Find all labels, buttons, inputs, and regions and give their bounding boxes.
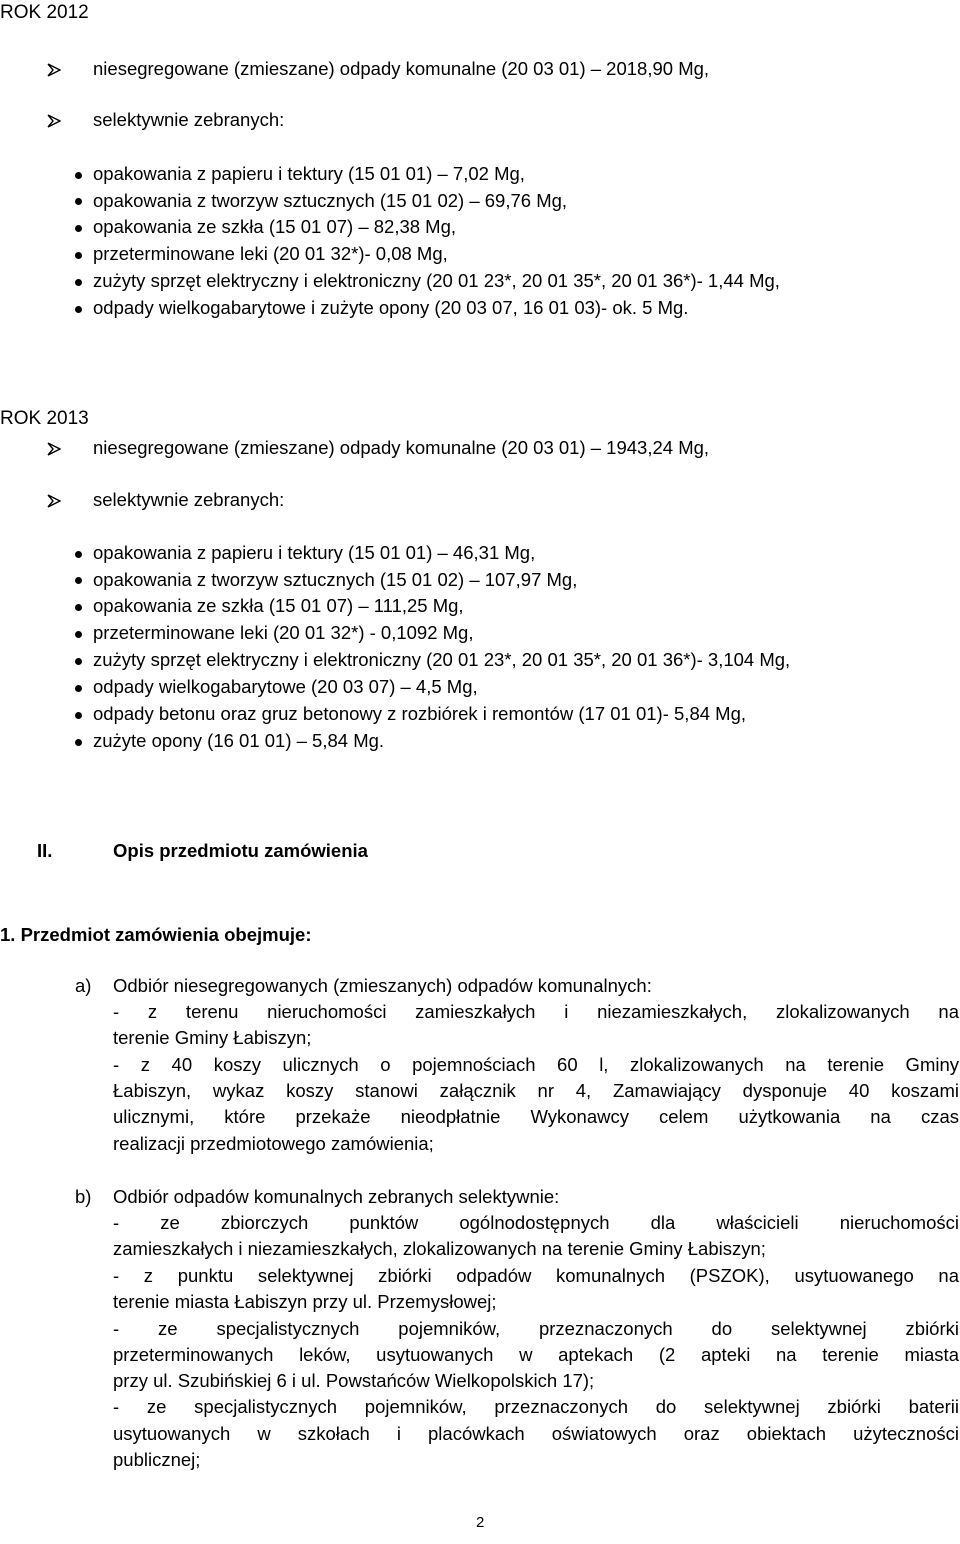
bullet-dot-icon xyxy=(75,604,82,611)
list-item: przeterminowane leki (20 01 32*) - 0,1092 Mg, xyxy=(93,622,474,643)
paragraph-line: realizacji przedmiotowego zamówienia; xyxy=(113,1133,434,1154)
bullet-dot-icon xyxy=(75,685,82,692)
list-item: zużyty sprzęt elektryczny i elektroniczny (20 01 23*, 20 01 35*, 20 01 36*)- 3,104 Mg, xyxy=(93,649,791,670)
arrow-bullet-icon xyxy=(47,494,61,508)
list-item: odpady wielkogabarytowe (20 03 07) – 4,5 Mg, xyxy=(93,676,478,697)
paragraph-line: zamieszkałych i niezamieszkałych, zlokalizowanych na terenie Gminy Łabiszyn; xyxy=(113,1238,766,1259)
list-item: selektywnie zebranych: xyxy=(93,489,285,510)
section-title: Opis przedmiotu zamówienia xyxy=(113,840,368,861)
bullet-dot-icon xyxy=(75,225,82,232)
paragraph-line: - ze specjalistycznych pojemników, przeznaczonych do selektywnej zbiórki xyxy=(113,1318,959,1339)
page-number: 2 xyxy=(476,1514,485,1531)
arrow-bullet-icon xyxy=(47,63,61,77)
bullet-dot-icon xyxy=(75,172,82,179)
paragraph-line: - z 40 koszy ulicznych o pojemnościach 60 l, zlokalizowanych na terenie Gminy xyxy=(113,1054,959,1075)
point-a-marker: a) xyxy=(75,975,92,996)
list-item: odpady betonu oraz gruz betonowy z rozbiórek i remontów (17 01 01)- 5,84 Mg, xyxy=(93,703,747,724)
list-item: opakowania z papieru i tektury (15 01 01) – 7,02 Mg, xyxy=(93,163,525,184)
bullet-dot-icon xyxy=(75,279,82,286)
subsection-heading: 1. Przedmiot zamówienia obejmuje: xyxy=(0,924,312,945)
list-item: opakowania z tworzyw sztucznych (15 01 02) – 69,76 Mg, xyxy=(93,190,568,211)
paragraph-line: przy ul. Szubińskiej 6 i ul. Powstańców Wielkopolskich 17); xyxy=(113,1370,595,1391)
arrow-bullet-icon xyxy=(47,114,61,128)
bullet-dot-icon xyxy=(75,252,82,259)
point-b-marker: b) xyxy=(75,1186,92,1207)
list-item: zużyte opony (16 01 01) – 5,84 Mg. xyxy=(93,730,385,751)
bullet-dot-icon xyxy=(75,658,82,665)
paragraph-line: terenie miasta Łabiszyn przy ul. Przemysłowej; xyxy=(113,1291,497,1312)
list-item: przeterminowane leki (20 01 32*)- 0,08 Mg, xyxy=(93,243,448,264)
paragraph-line: przeterminowanych leków, usytuowanych w aptekach (2 apteki na terenie miasta xyxy=(113,1344,959,1365)
bullet-dot-icon xyxy=(75,631,82,638)
list-item: zużyty sprzęt elektryczny i elektroniczny (20 01 23*, 20 01 35*, 20 01 36*)- 1,44 Mg, xyxy=(93,270,780,291)
paragraph-line: - z punktu selektywnej zbiórki odpadów komunalnych (PSZOK), usytuowanego na xyxy=(113,1265,959,1286)
bullet-dot-icon xyxy=(75,551,82,558)
bullet-dot-icon xyxy=(75,306,82,313)
list-item: opakowania ze szkła (15 01 07) – 111,25 Mg, xyxy=(93,595,464,616)
list-item: selektywnie zebranych: xyxy=(93,109,285,130)
bullet-dot-icon xyxy=(75,739,82,746)
list-item: opakowania z papieru i tektury (15 01 01) – 46,31 Mg, xyxy=(93,542,536,563)
paragraph-line: - ze zbiorczych punktów ogólnodostępnych dla właścicieli nieruchomości xyxy=(113,1212,959,1233)
bullet-dot-icon xyxy=(75,198,82,205)
list-item: opakowania z tworzyw sztucznych (15 01 02) – 107,97 Mg, xyxy=(93,569,578,590)
point-b-title: Odbiór odpadów komunalnych zebranych selektywnie: xyxy=(113,1186,560,1207)
bullet-dot-icon xyxy=(75,712,82,719)
list-item: niesegregowane (zmieszane) odpady komunalne (20 03 01) – 1943,24 Mg, xyxy=(93,437,710,458)
paragraph-line: usytuowanych w szkołach i placówkach oświatowych oraz obiektach użyteczności xyxy=(113,1423,959,1444)
section-number: II. xyxy=(37,840,53,861)
paragraph-line: - z terenu nieruchomości zamieszkałych i niezamieszkałych, zlokalizowanych na xyxy=(113,1001,959,1022)
point-a-title: Odbiór niesegregowanych (zmieszanych) odpadów komunalnych: xyxy=(113,975,652,996)
list-item: niesegregowane (zmieszane) odpady komunalne (20 03 01) – 2018,90 Mg, xyxy=(93,58,710,79)
paragraph-line: publicznej; xyxy=(113,1449,201,1470)
paragraph-line: terenie Gminy Łabiszyn; xyxy=(113,1027,312,1048)
list-item: odpady wielkogabarytowe i zużyte opony (20 03 07, 16 01 03)- ok. 5 Mg. xyxy=(93,297,689,318)
bullet-dot-icon xyxy=(75,577,82,584)
paragraph-line: ulicznymi, które przekaże nieodpłatnie Wykonawcy celem użytkowania na czas xyxy=(113,1106,959,1127)
year-2012-heading: ROK 2012 xyxy=(0,2,89,23)
paragraph-line: - ze specjalistycznych pojemników, przeznaczonych do selektywnej zbiórki baterii xyxy=(113,1396,959,1417)
list-item: opakowania ze szkła (15 01 07) – 82,38 Mg, xyxy=(93,216,457,237)
year-2013-heading: ROK 2013 xyxy=(0,408,89,429)
paragraph-line: Łabiszyn, wykaz koszy stanowi załącznik nr 4, Zamawiający dysponuje 40 koszami xyxy=(113,1080,959,1101)
arrow-bullet-icon xyxy=(47,442,61,456)
